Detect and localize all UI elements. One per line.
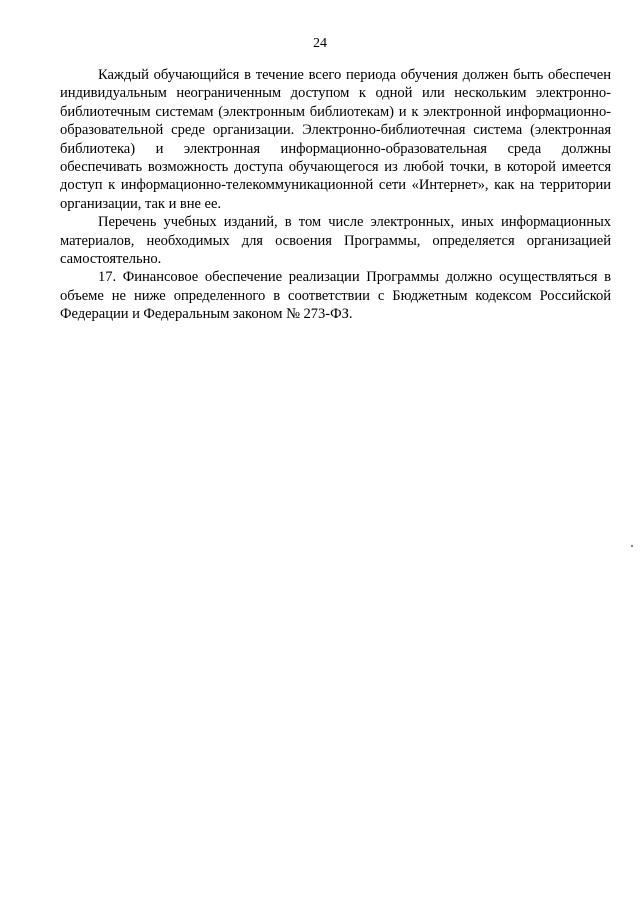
scan-speck <box>631 545 633 547</box>
paragraph-financial-support: 17. Финансовое обеспечение реализации Программы должно осуществляться в объеме не ниже определенного в соответствии с Бюджетным кодексом Российской Федерации и Федеральным законом № 273-ФЗ. <box>60 269 611 323</box>
body-text <box>60 66 611 324</box>
paragraph-library-access: Каждый обучающийся в течение всего периода обучения должен быть обеспечен индивидуальным неограниченным доступом к одной или нескольким электронно-библиотечным системам (электронным библиотекам) и к электронной информационно-образовательной среде организации. Электронно-библиотечная система (электронная библиотека) и электронная информационно-образовательная среда должны обеспечивать возможность доступа обучающегося из любой точки, в которой имеется доступ к информационно-телекоммуникационной сети «Интернет», как на территории организации, так и вне ее. <box>60 67 611 212</box>
paragraph-educational-materials: Перечень учебных изданий, в том числе электронных, иных информационных материалов, необходимых для освоения Программы, определяется организацией самостоятельно. <box>60 214 611 268</box>
page-number: 24 <box>313 36 327 51</box>
